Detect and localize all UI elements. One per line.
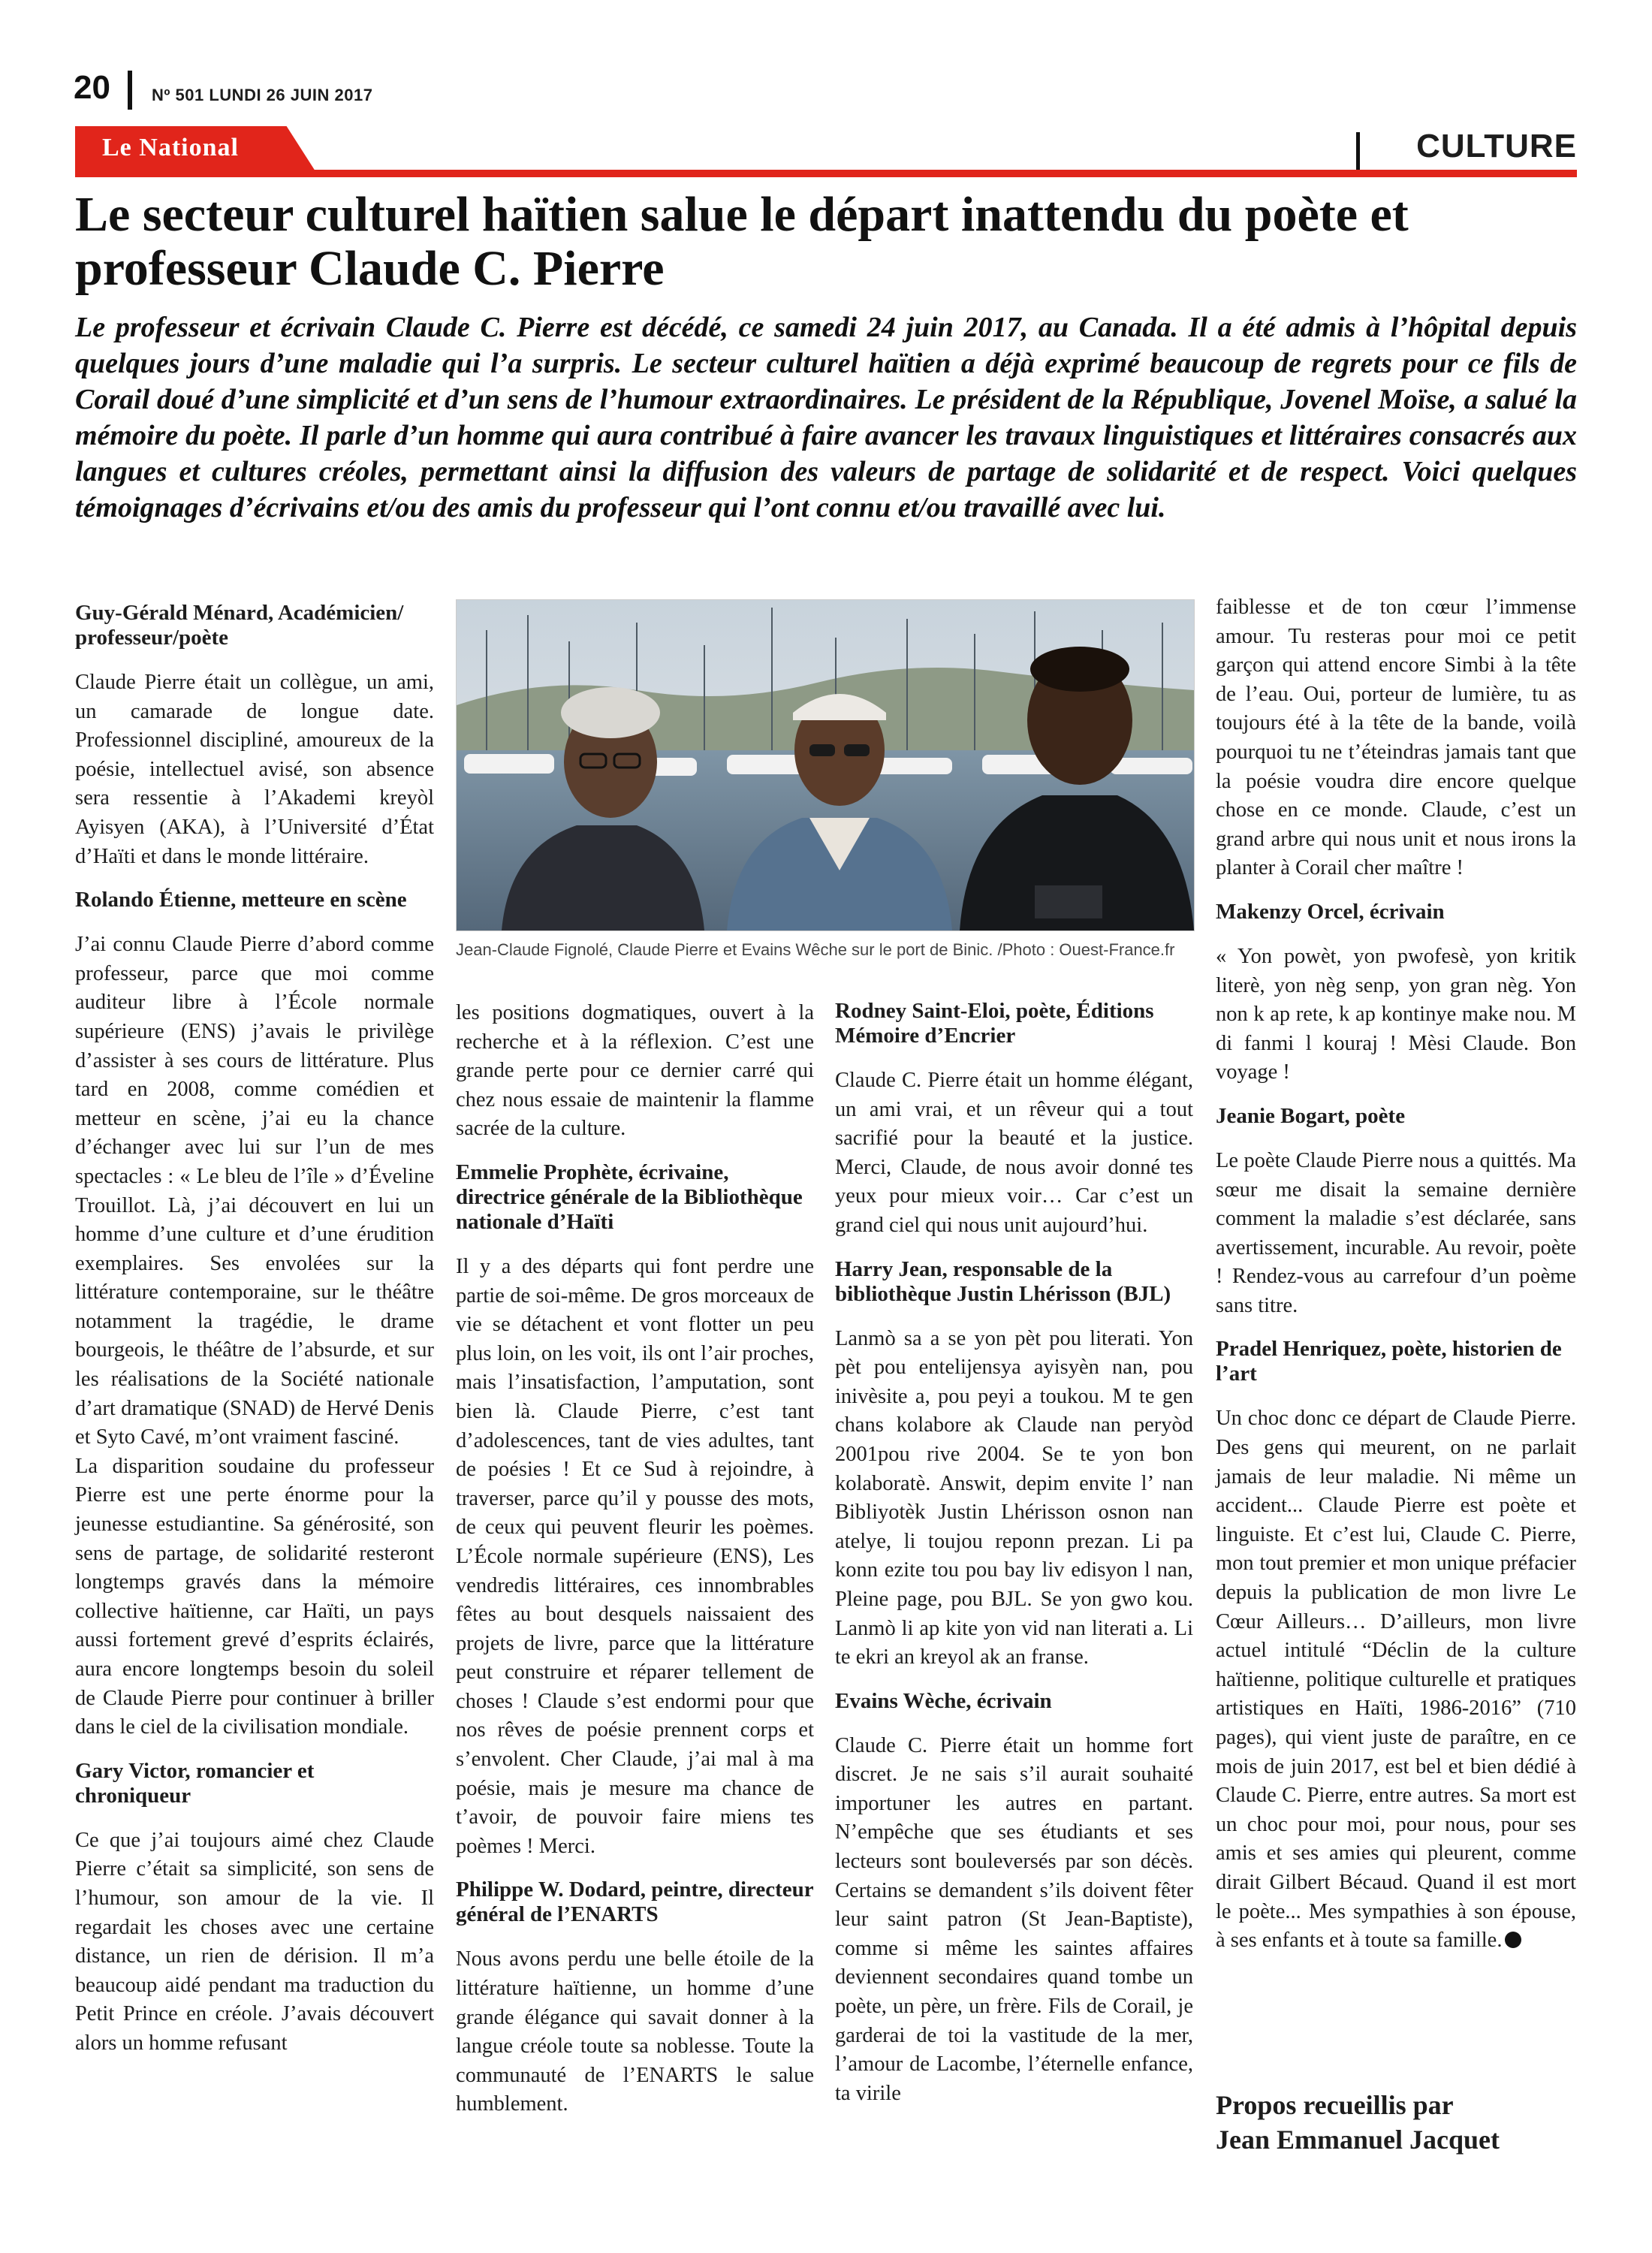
testimonial-author: Gary Victor, romancier et chroniqueur [75, 1758, 315, 1808]
issue-date-line: Nº 501 LUNDI 26 JUIN 2017 [152, 86, 373, 104]
testimonial-author: Jeanie Bogart, poète [1216, 1103, 1406, 1128]
testimonial-text: Lanmò sa a se yon pèt pou literati. Yon pèt pou entelijensya ayisyèn nan, pou inivèsite a, pou peyi a toukou. M te gen chans kolabore ak Claude nan peryòd 2001pou rive 2004. Se te yon bon kolaboratè. Answit, depim envite l’ nan Bibliyotèk Justin Lhérisson osnon nan atelye, li toujou reponn prezan. Li pa konn ezite tou pou bay liv edisyon l nan, Pleine page, pou BJL. Se yon gwo kou. Lanmò li ap kite yon vid nan literati a. Li te ekri an kreyol ak an franse. [835, 1326, 1193, 1669]
section-label: CULTURE [1416, 128, 1577, 164]
final-paragraph: Un choc donc ce départ de Claude Pierre. Des gens qui meurent, on ne parlait jamais de leur maladie. Ni même un accident... Claude Pierre est poète et linguiste. Et c’est lui, Claude C. Pierre, mon tout premier et mon unique préfacier depuis la publication de mon livre Le Cœur Ailleurs… D’ailleurs, mon livre actuel intitulé “Déclin de la culture haïtienne, politique culturelle et pratiques artistiques en Haïti, 1986-2016” (710 pages), qui vient juste de paraître, en ce mois de juin 2017, est bel et bien dédié à Claude C. Pierre, entre autres. Sa mort est un choc pour moi, pour nous, pour ses amis et ses amies qui pleurent, comme dirait Gilbert Bécaud. Quand il est mort le poète... Mes sympathies à son épouse, à ses enfants et à toute sa famille. [1216, 1407, 1576, 1953]
testimonial-text [1216, 1404, 1576, 1955]
testimonial-text: Il y a des départs qui font perdre une partie de soi-même. De gros morceaux de vie se détachent et vont flotter un peu plus loin, on les voit, ils ont l’air proches, mais l’insatisfaction, l’amputation, sont bien là. Claude Pierre, c’est tant d’adolescences, tant de vies adultes, tant de poésies ! Et ce Sud à rejoindre, à traverser, parce qu’il y pousse des mots, de ceux qui peuvent fleurir les poèmes. L’École normale supérieure (ENS), Les vendredis littéraires, ces innombrables fêtes au bout desquels naissaient des projets de livre, parce que la littérature peut construire et réparer tellement de choses ! Claude s’est endormi pour que nos rêves de poésie prennent corps et s’envolent. Cher Claude, j’ai mal à ma poésie, mais je mesure ma chance de t’avoir, de pouvoir faire miens tes poèmes ! Merci. [456, 1254, 814, 1858]
page-number-divider [128, 71, 132, 110]
testimonial-text: faiblesse et de ton cœur l’immense amour. Tu resteras pour moi ce petit garçon qui attend encore Simbi à la tête de l’eau. Oui, porteur de lumière, tu as toujours été à la tête de la bande, voilà pourquoi tu ne t’éteindras jamais tant que la poésie voudra dire encore quelque chose en ce monde. Claude, c’est un grand arbre qui nous unit et nous irons la planter à Corail cher maître ! [1216, 596, 1576, 880]
section-divider [1356, 132, 1360, 170]
column-4 [1216, 593, 1576, 1972]
testimonial-author: Harry Jean, responsable de la bibliothèque Justin Lhérisson (BJL) [835, 1256, 1171, 1306]
testimonial-text: Claude C. Pierre était un homme fort discret. Je ne sais s’il aurait souhaité importuner les autres en partant. N’empêche que ses étudiants et ses lecteurs sont bouleversés par son décès. Certains se demandent s’ils doivent fêter leur saint patron (St Jean-Baptiste), comme si même les saintes affaires deviennent secondaires quand tombe un poète, un père, un frère. Fils de Corail, je garderai de toi la vastitude de la mer, l’amour de Lacombe, l’éternelle enfance, ta virile [835, 1733, 1193, 2105]
credit-author: Jean Emmanuel Jacquet [1216, 2125, 1500, 2155]
column-3 [835, 999, 1193, 2125]
article-headline: Le secteur culturel haïtien salue le départ inattendu du poète et professeur Claude C. Pierre [75, 187, 1409, 296]
testimonial-author: Makenzy Orcel, écrivain [1216, 899, 1445, 924]
photo-caption: Jean-Claude Fignolé, Claude Pierre et Evains Wêche sur le port de Binic. /Photo : Ouest-France.fr [456, 940, 1175, 959]
testimonial-text: Claude Pierre était un collègue, un ami, un camarade de longue date. Professionnel discipliné, amoureux de la poésie, intellectuel avisé, son absence sera ressentie à l’Akademi kreyòl Ayisyen (AKA), à l’Université d’État d’Haïti et dans le monde littéraire. [75, 671, 434, 868]
page-number: 20 [74, 69, 110, 106]
testimonial-text: Nous avons perdu une belle étoile de la littérature haïtienne, un homme d’une grande élégance qui savait donner à la langue créole toute sa noblesse. Toute la communauté de l’ENARTS le salue humblement. [456, 1947, 814, 2116]
article-photo [456, 599, 1195, 931]
testimonial-text: les positions dogmatiques, ouvert à la recherche et à la réflexion. C’est une grande perte pour ce dernier carré qui chez nous essaie de maintenir la flamme sacrée de la culture. [456, 1001, 814, 1141]
testimonial-author: Evains Wèche, écrivain [835, 1688, 1052, 1713]
testimonial-text: Le poète Claude Pierre nous a quittés. Ma sœur me disait la semaine dernière comment la maladie s’est déclarée, sans avertissement, incurable. Au revoir, poète ! Rendez-vous au carrefour d’un poème sans titre. [1216, 1148, 1576, 1317]
testimonial-author: Rodney Saint-Eloi, poète, Éditions Mémoire d’Encrier [835, 999, 1154, 1048]
testimonial-text: « Yon powèt, yon pwofesè, yon kritik literè, yon nèg senp, yon gran nèg. Yon non k ap rete, k ap kontinye make nou. M di fanmi l kouraj ! Mèsi Claude. Bon voyage ! [1216, 944, 1576, 1084]
testimonial-text: Claude C. Pierre était un homme élégant, un ami vrai, et un rêveur qui a tout sacrifié pour la beauté et la justice. Merci, Claude, de nous avoir donné tes yeux pour mieux voir… Car c’est un grand ciel qui nous unit aujourd’hui. [835, 1069, 1193, 1237]
testimonial-author: Guy-Gérald Ménard, Académicien/ professeur/poète [75, 601, 404, 650]
testimonial-text: J’ai connu Claude Pierre d’abord comme professeur, parce que moi comme auditeur libre à l’École normale supérieure (ENS) j’avais le privilège d’assister à ses cours de littérature. Plus tard en 2008, comme comédien et metteur en scène, j’ai eu la chance d’échanger avec lui sur l’un de mes spectacles : « Le bleu de l’île » d’Éveline Trouillot. Là, j’ai découvert en lui un homme d’une culture et d’une érudition exemplaires. Ses envolées sur la littérature contemporaine, sur le théâtre notamment la tragédie, le drame bourgeois, le théâtre de l’absurde, et sur les réalisations de la Société nationale d’art dramatique (SNAD) de Hervé Denis et Syto Cavé, m’ont vraiment fasciné. [75, 933, 434, 1449]
header-red-rule [75, 170, 1577, 177]
testimonial-text: Ce que j’ai toujours aimé chez Claude Pierre c’était sa simplicité, son sens de l’humour, son amour de la vie. Il regardait les choses avec une certaine distance, un rien de dérision. Il m’a beaucoup aidé pendant ma traduction du Petit Prince en créole. J’avais découvert alors un homme refusant [75, 1828, 434, 2055]
testimonial-author: Emmelie Prophète, écrivaine, directrice générale de la Bibliothèque nationale d’Haïti [456, 1160, 803, 1234]
testimonial-author: Pradel Henriquez, poète, historien de l’art [1216, 1337, 1562, 1386]
end-of-article-icon [1505, 1932, 1521, 1948]
testimonial-author: Rolando Étienne, metteure en scène [75, 888, 407, 912]
byline-credit [1216, 2088, 1576, 2157]
testimonial-text: La disparition soudaine du professeur Pierre est une perte énorme pour la jeunesse estudiantine. Sa générosité, son sens de partage, de solidarité resteront longtemps gravés dans la mémoire collective haïtienne, car Haïti, un pays aussi fortement grevé d’esprits éclairés, aura encore longtemps besoin du soleil de Claude Pierre pour continuer à briller dans le ciel de la civilisation mondiale. [75, 1454, 434, 1739]
article-standfirst: Le professeur et écrivain Claude C. Pierre est décédé, ce samedi 24 juin 2017, au Canada. Il a été admis à l’hôpital depuis quelques jours d’une maladie qui l’a surpris. Le secteur culturel haïtien a déjà exprimé beaucoup de regrets pour ce fils de Corail doué d’une simplicité et d’un sens de l’humour extraordinaires. Le président de la République, Jovenel Moïse, a salué la mémoire du poète. Il parle d’un homme qui aura contribué à faire avancer les travaux linguistiques et littéraires consacrés aux langues et cultures créoles, permettant ainsi la diffusion des valeurs de partage de solidarité et de respect. Voici quelques témoignages d’écrivains et/ou des amis du professeur qui l’ont connu et/ou travaillé avec lui. [75, 312, 1577, 523]
publication-name: Le National [102, 134, 239, 161]
testimonial-author: Philippe W. Dodard, peintre, directeur général de l’ENARTS [456, 1878, 814, 1927]
credit-intro: Propos recueillis par [1216, 2090, 1454, 2120]
column-1 [75, 601, 434, 2075]
column-2 [456, 999, 814, 2136]
